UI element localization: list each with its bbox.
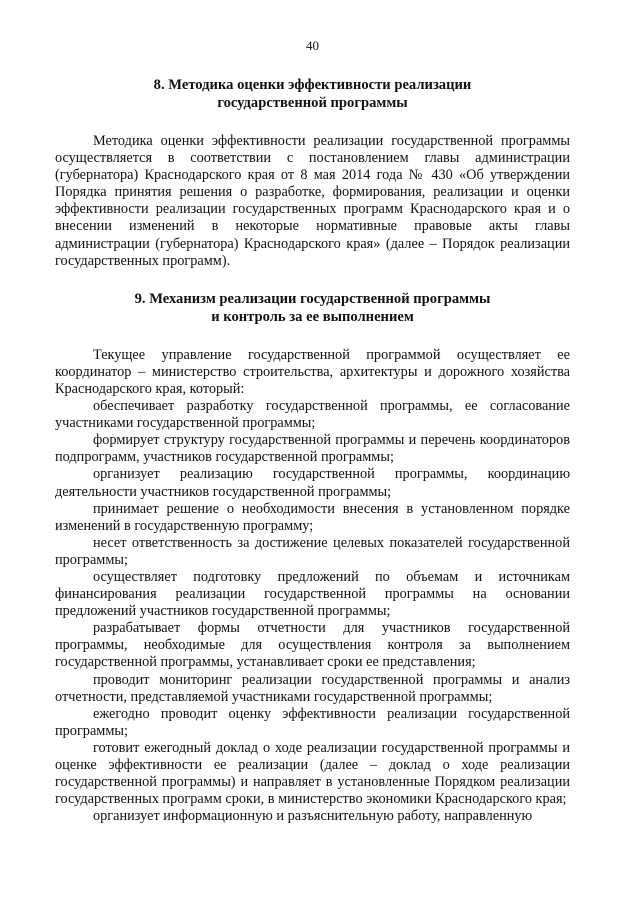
section-9-title-line-1: 9. Механизм реализации государственной программы — [134, 290, 491, 307]
section-9-duty-item: формирует структуру государственной программы и перечень координаторов подпрограмм, участников государственной программы; — [55, 432, 570, 466]
section-9-duty-item: проводит мониторинг реализации государственной программы и анализ отчетности, представляемой участниками государственной программы; — [55, 671, 570, 705]
section-8-title — [55, 76, 570, 112]
page-number: 40 — [306, 38, 319, 53]
section-9-body — [55, 347, 570, 826]
section-9-title-line-2: и контроль за ее выполнением — [211, 308, 414, 325]
section-8-title-line-1: 8. Методика оценки эффективности реализации — [153, 77, 472, 93]
section-9-duty-item: несет ответственность за достижение целевых показателей государственной программы; — [55, 534, 570, 568]
section-9-duty-item: разрабатывает формы отчетности для участников государственной программы, необходимые для осуществления контроля за выполнением государственной программы, устанавливает сроки ее представления; — [55, 620, 570, 671]
section-9-duty-item: принимает решение о необходимости внесения в установленном порядке изменений в государственную программу; — [55, 500, 570, 534]
section-9-duty-item: организует информационную и разъяснительную работу, направленную — [93, 808, 533, 825]
section-9-duty-item: осуществляет подготовку предложений по объемам и источникам финансирования реализации государственной программы на основании предложений участников государственной программы; — [55, 568, 570, 620]
section-9-duty-item: обеспечивает разработку государственной программы, ее согласование участниками государственной программы; — [55, 398, 570, 432]
section-9-duty-item: организует реализацию государственной программы, координацию деятельности участников государственной программы; — [55, 466, 570, 500]
section-9-duty-item: готовит ежегодный доклад о ходе реализации государственной программы и оценке эффективности ее реализации (далее – доклад о ходе реализации государственной программы) и направляет в установленные Порядком реализации государственных программ сроки, в министерство экономики Краснодарского края; — [55, 739, 570, 808]
section-9-paragraph-intro: Текущее управление государственной программой осуществляет ее координатор – министерство строительства, архитектуры и дорожного хозяйства Краснодарского края, который: — [55, 346, 570, 397]
section-8-paragraph: Методика оценки эффективности реализации государственной программы осуществляется в соответствии с постановлением главы администрации (губернатора) Краснодарского края от 8 мая 2014 года № 430 «Об утверждении Порядка принятия решения о разработке, формирования, реализации и оценки эффективности реализации государственных программ Краснодарского края и о внесении изменений в некоторые нормативные правовые акты главы администрации (губернатора) Краснодарского края» (далее – Порядок реализации государственных программ). — [55, 133, 570, 269]
section-9-title — [55, 290, 570, 326]
section-8-title-line-2: государственной программы — [217, 95, 408, 111]
section-9-duty-item: ежегодно проводит оценку эффективности реализации государственной программы; — [55, 705, 570, 739]
